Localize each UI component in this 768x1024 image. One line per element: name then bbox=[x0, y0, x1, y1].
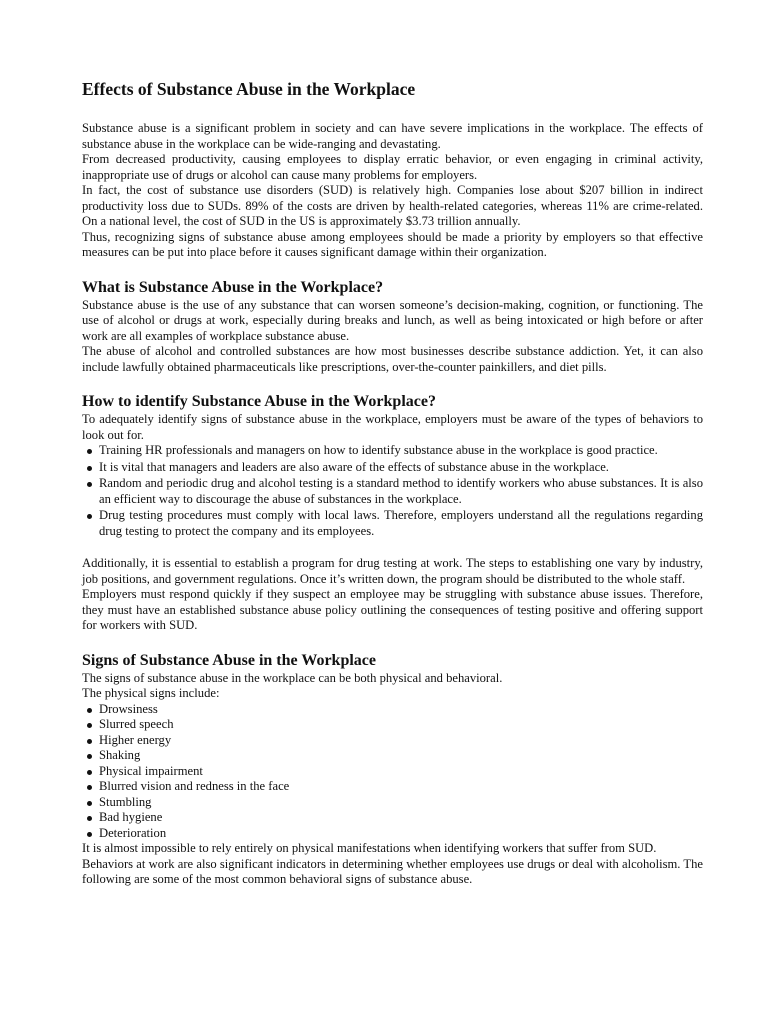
section-paragraph: It is almost impossible to rely entirely on physical manifestations when identifying workers that suffer from SUD. bbox=[82, 841, 657, 855]
list-item: Shaking bbox=[82, 748, 703, 764]
list-item: Training HR professionals and managers on how to identify substance abuse in the workplace is good practice. bbox=[82, 443, 703, 459]
bullet-icon bbox=[87, 466, 92, 471]
section-paragraph: The physical signs include: bbox=[82, 686, 220, 700]
bullet-icon bbox=[87, 785, 92, 790]
list-item: Slurred speech bbox=[82, 717, 703, 733]
bullet-icon bbox=[87, 482, 92, 487]
section-heading: How to identify Substance Abuse in the Workplace? bbox=[82, 393, 436, 410]
intro-paragraph: In fact, the cost of substance use disorders (SUD) is relatively high. Companies lose about $207 billion in indirect productivity loss due to SUDs. 89% of the costs are driven by health-related categories, whereas 11% are crime-related. On a national level, the cost of SUD in the US is approximately $3.73 trillion annually. bbox=[82, 183, 703, 228]
section-paragraph: To adequately identify signs of substance abuse in the workplace, employers must be aware of the types of behaviors to look out for. bbox=[82, 412, 703, 442]
list-item: It is vital that managers and leaders are also aware of the effects of substance abuse in the workplace. bbox=[82, 460, 703, 476]
intro-paragraph: Substance abuse is a significant problem in society and can have severe implications in the workplace. The effects of substance abuse in the workplace can be wide-ranging and devastating. bbox=[82, 121, 703, 151]
list-item: Drug testing procedures must comply with local laws. Therefore, employers understand all the regulations regarding drug testing to protect the company and its employees. bbox=[82, 508, 703, 539]
section-paragraph: Employers must respond quickly if they suspect an employee may be struggling with substance abuse issues. Therefore, they must have an established substance abuse policy outlining the consequences of testing positive and offering support for workers with SUD. bbox=[82, 587, 703, 632]
bullet-icon bbox=[87, 801, 92, 806]
list-item: Bad hygiene bbox=[82, 810, 703, 826]
list-item: Stumbling bbox=[82, 795, 703, 811]
bullet-icon bbox=[87, 723, 92, 728]
bullet-icon bbox=[87, 449, 92, 454]
section-paragraph: Additionally, it is essential to establish a program for drug testing at work. The steps to establishing one vary by industry, job positions, and government regulations. Once it’s written down, the program should be distributed to the whole staff. bbox=[82, 556, 703, 586]
document-page bbox=[82, 78, 703, 888]
intro-paragraph: From decreased productivity, causing employees to display erratic behavior, or even engaging in criminal activity, inappropriate use of drugs or alcohol can cause many problems for employers. bbox=[82, 152, 703, 182]
list-item: Deterioration bbox=[82, 826, 703, 842]
intro-paragraph: Thus, recognizing signs of substance abuse among employees should be made a priority by employers so that effective measures can be put into place before it causes significant damage within their organization. bbox=[82, 229, 703, 259]
bullet-icon bbox=[87, 514, 92, 519]
bullet-icon bbox=[87, 708, 92, 713]
section-paragraph: Substance abuse is the use of any substance that can worsen someone’s decision-making, cognition, or functioning. The use of alcohol or drugs at work, especially during breaks and lunch, as well as being intoxicated or high before or after work are all examples of workplace substance abuse. bbox=[82, 297, 703, 343]
list-item: Blurred vision and redness in the face bbox=[82, 779, 703, 795]
section-paragraph: Behaviors at work are also significant indicators in determining whether employees use drugs or deal with alcoholism. The following are some of the most common behavioral signs of substance abuse. bbox=[82, 856, 703, 886]
document-title: Effects of Substance Abuse in the Workplace bbox=[82, 79, 416, 99]
section-heading: Signs of Substance Abuse in the Workplace bbox=[82, 651, 376, 669]
signs-list bbox=[82, 702, 703, 842]
bullet-icon bbox=[87, 754, 92, 759]
bullet-icon bbox=[87, 832, 92, 837]
list-item: Higher energy bbox=[82, 733, 703, 749]
section-paragraph: The signs of substance abuse in the workplace can be both physical and behavioral. bbox=[82, 670, 503, 685]
bullet-icon bbox=[87, 770, 92, 775]
section-paragraph: The abuse of alcohol and controlled substances are how most businesses describe substance addiction. Yet, it can also include lawfully obtained pharmaceuticals like prescriptions, over-the-counter painkillers, and diet pills. bbox=[82, 344, 703, 374]
bullet-list bbox=[82, 443, 703, 539]
bullet-icon bbox=[87, 739, 92, 744]
list-item: Drowsiness bbox=[82, 702, 703, 718]
list-item: Physical impairment bbox=[82, 764, 703, 780]
bullet-icon bbox=[87, 816, 92, 821]
section-heading: What is Substance Abuse in the Workplace? bbox=[82, 278, 384, 296]
list-item: Random and periodic drug and alcohol testing is a standard method to identify workers who abuse substances. It is also an efficient way to discourage the abuse of substances in the workplace. bbox=[82, 476, 703, 507]
